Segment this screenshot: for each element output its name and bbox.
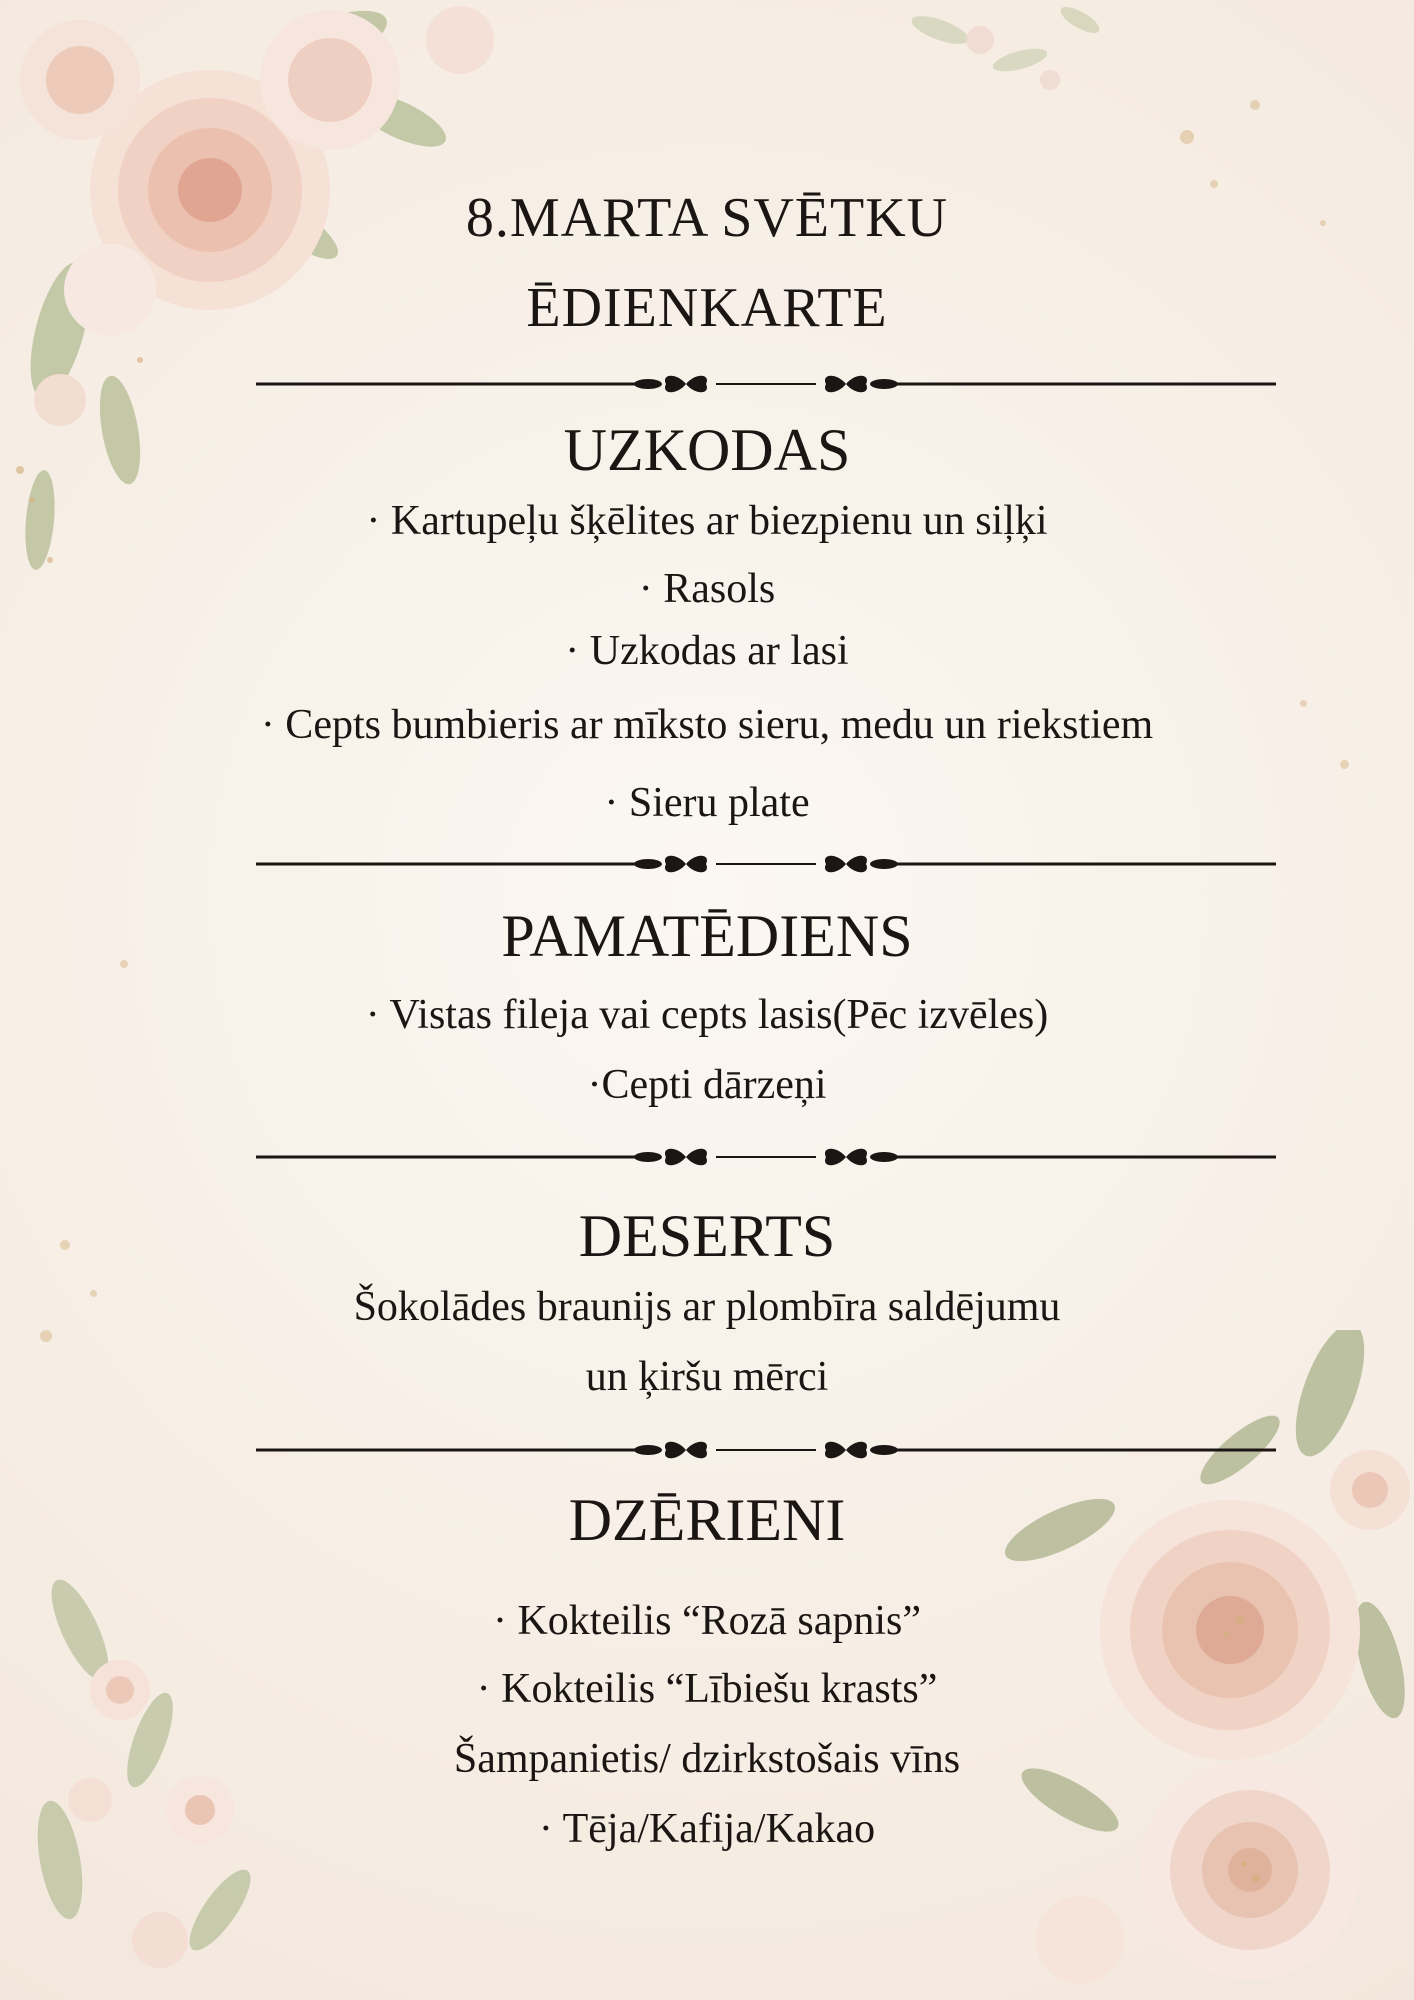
menu-item: Šokolādes braunijs ar plombīra saldējumu — [353, 1284, 1061, 1330]
menu-title-line-1: 8.MARTA SVĒTKU — [465, 187, 949, 249]
section-heading: DZĒRIENI — [568, 1487, 846, 1553]
menu-item: · Vistas fileja vai cepts lasis(Pēc izvēles) — [365, 992, 1049, 1038]
section-heading: DESERTS — [578, 1203, 836, 1269]
section-heading: UZKODAS — [563, 417, 851, 483]
ornamental-divider-icon — [256, 1438, 1276, 1462]
menu-item: · Uzkodas ar lasi — [565, 628, 849, 674]
menu-item: · Kokteilis “Lībiešu krasts” — [476, 1666, 938, 1712]
menu-item: · Sieru plate — [604, 780, 810, 826]
ornamental-divider-icon — [256, 852, 1276, 876]
menu-item: · Rasols — [638, 566, 776, 612]
menu-item: · Tēja/Kafija/Kakao — [538, 1806, 876, 1852]
menu-item: · Cepts bumbieris ar mīksto sieru, medu un riekstiem — [260, 702, 1154, 748]
ornamental-divider-icon — [256, 1145, 1276, 1169]
menu-item: Šampanietis/ dzirkstošais vīns — [453, 1736, 961, 1782]
menu-title-line-2: ĒDIENKARTE — [526, 277, 888, 339]
menu-item: ·Cepti dārzeņi — [587, 1062, 827, 1108]
menu-item: un ķiršu mērci — [585, 1354, 829, 1400]
section-heading: PAMATĒDIENS — [501, 903, 913, 969]
menu-item: · Kartupeļu šķēlites ar biezpienu un siļķi — [366, 498, 1048, 544]
ornamental-divider-icon — [256, 372, 1276, 396]
menu-item: · Kokteilis “Rozā sapnis” — [492, 1598, 922, 1644]
